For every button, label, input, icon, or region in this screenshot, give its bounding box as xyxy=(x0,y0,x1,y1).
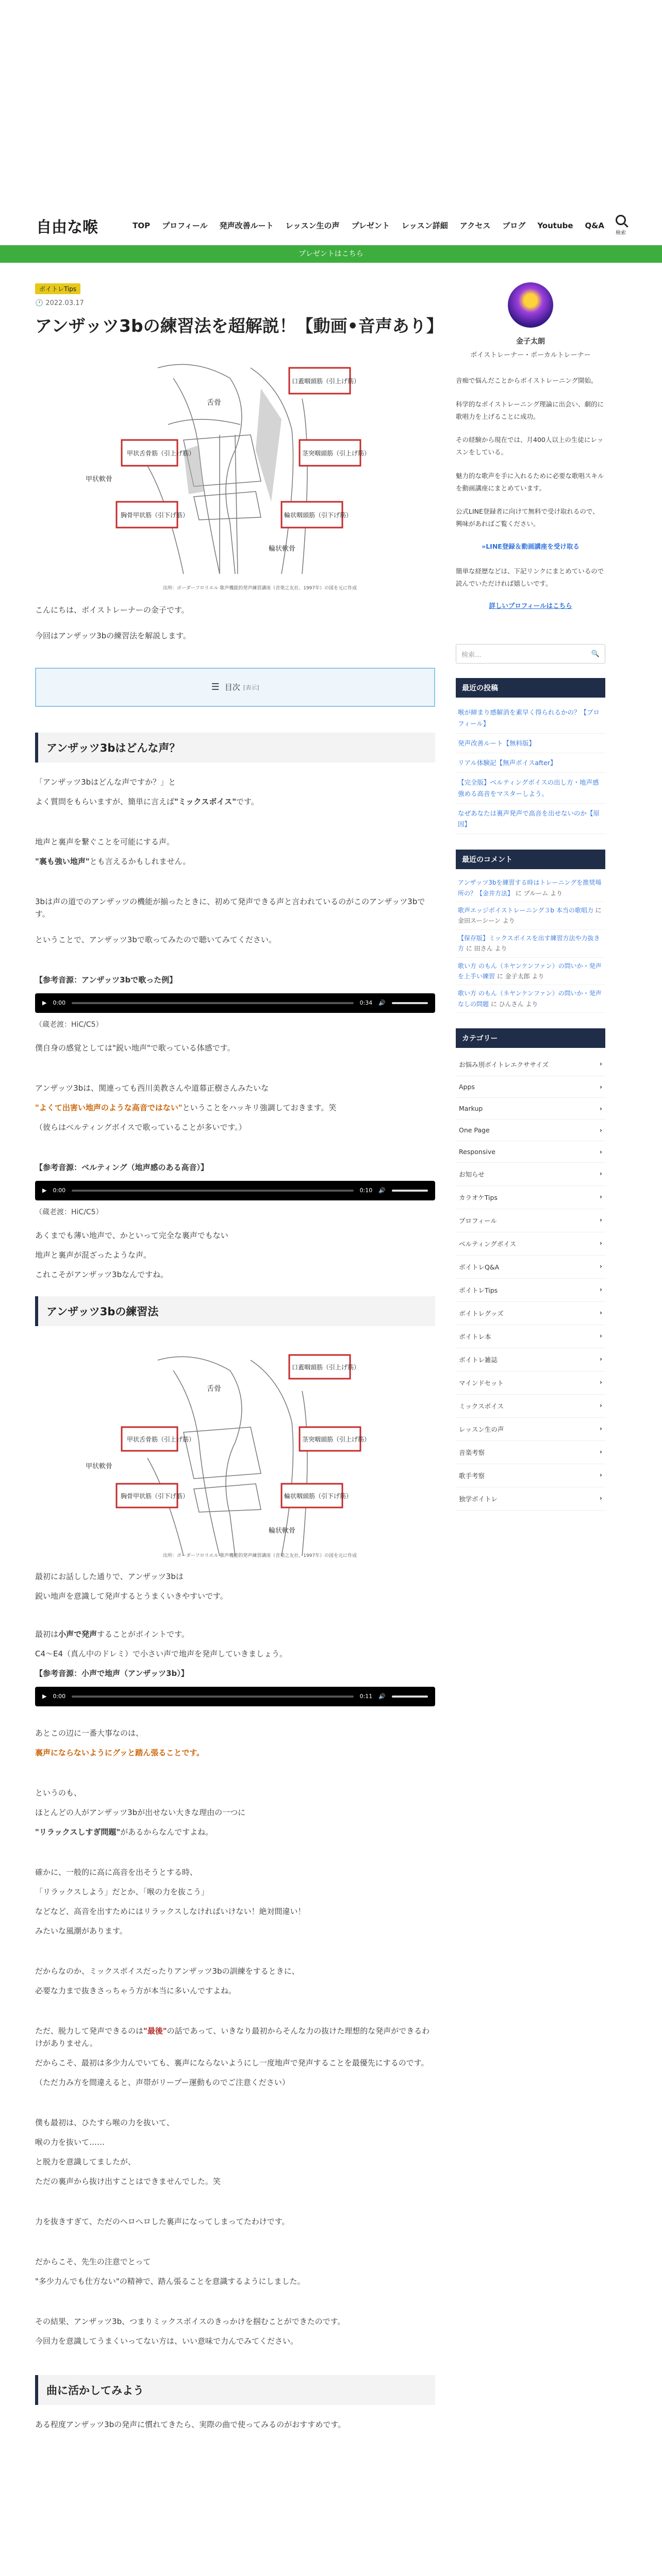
comment-text: に ひんさん より xyxy=(490,1000,538,1008)
recent-item[interactable]: リアル体験記【無声ボイスafter】 xyxy=(456,753,605,773)
sec1-p4-bold: "裏も強い地声" xyxy=(35,856,90,866)
comment-item xyxy=(456,958,605,986)
sidebar xyxy=(456,263,605,2444)
seek-bar[interactable] xyxy=(72,1190,353,1192)
sec2-p16-suffix: の話であって、いきなり最初からそんな力の抜けた理想的な発声ができるわけがありません。 xyxy=(35,2026,430,2048)
chevron-right-icon: › xyxy=(599,1309,602,1317)
label-thyrohyoid: 甲状舌骨筋（引上げ筋） xyxy=(127,449,195,457)
category-label: お悩み別ボイトレエクササイズ xyxy=(459,1061,549,1069)
sec2-p3-suffix: することがポイントです。 xyxy=(97,1629,189,1639)
category-item[interactable] xyxy=(456,1209,605,1232)
category-item[interactable] xyxy=(456,1076,605,1098)
category-item[interactable] xyxy=(456,1395,605,1418)
line-link[interactable]: »LINE登録＆動画講座を受け取る xyxy=(482,542,580,550)
volume-slider[interactable] xyxy=(392,1002,428,1004)
bio-2: 科学的なボイストレーニング理論に出会い、劇的に歌唱力を上げることに成功。 xyxy=(456,400,604,420)
category-item[interactable] xyxy=(456,1302,605,1325)
site-logo[interactable]: 自由な喉 xyxy=(36,218,98,236)
category-item[interactable] xyxy=(456,1053,605,1076)
label-hyoid: 舌骨 xyxy=(207,1384,221,1393)
volume-slider[interactable] xyxy=(392,1696,428,1698)
time-end: 0:34 xyxy=(359,999,373,1006)
article xyxy=(35,263,443,2444)
label-cricopharyngeus: 輪状咽頭筋（引下げ筋） xyxy=(284,1492,353,1500)
nav-present[interactable]: プレゼント xyxy=(351,221,390,230)
heading-sec1: アンザッツ3bはどんな声？ xyxy=(35,733,435,762)
sec2-p16 xyxy=(35,2025,435,2049)
label-cricoid: 輪状軟骨 xyxy=(269,1527,296,1535)
post-date-text: 2022.03.17 xyxy=(45,299,84,307)
category-item[interactable] xyxy=(456,1325,605,1348)
ref1-note: （蔵老渡：HiC/C5） xyxy=(35,1020,103,1029)
nav-top[interactable]: TOP xyxy=(133,221,151,230)
label-palatopharyngeus: 口蓋咽頭筋（引上げ筋） xyxy=(292,377,360,385)
category-item[interactable] xyxy=(456,1256,605,1279)
comment-item xyxy=(456,985,605,1013)
sidebar-search-placeholder: 検索... xyxy=(461,651,482,659)
time-start: 0:00 xyxy=(53,1187,66,1194)
volume-icon[interactable]: 🔊 xyxy=(378,1693,386,1700)
nav-qa[interactable]: Q&A xyxy=(585,221,604,230)
chevron-right-icon: › xyxy=(599,1401,602,1410)
sec1-p10: （彼らはベルティングボイスで歌っていることが多いです。） xyxy=(35,1122,246,1132)
comment-link[interactable]: 歌い方 のもん（ネヤンケンファン）の問いか・発声なしの問題 xyxy=(458,990,602,1008)
intro-2: 今回はアンザッツ3bの練習法を解説します。 xyxy=(35,631,191,640)
sec2-p7: というのも、 xyxy=(35,1788,82,1798)
label-sternothyroid: 胸骨甲状筋（引下げ筋） xyxy=(121,511,189,519)
label-cricopharyngeus: 輪状咽頭筋（引下げ筋） xyxy=(284,511,353,519)
bio-3: その経験から現在では、月400人以上の生徒にレッスンをしている。 xyxy=(456,436,604,456)
site-header xyxy=(0,206,662,245)
category-item[interactable] xyxy=(456,1232,605,1256)
sec2-p4: C4〜E4（真ん中のドレミ）で小さい声で地声を発声していきましょう。 xyxy=(35,1649,288,1658)
category-label: レッスン生の声 xyxy=(459,1426,504,1434)
category-label: プロフィール xyxy=(459,1217,497,1225)
sec2-p18: （ただ力み方を間違えると、声帯がリープー運動ものでご注意ください） xyxy=(35,2077,290,2087)
category-label: ボイトレ本 xyxy=(459,1333,491,1341)
sec2-p11: 「リラックスしよう」だとか、「喉の力を抜こう」 xyxy=(35,1887,209,1896)
anatomy-figure-2 xyxy=(65,1340,405,1561)
sec2-p9-suffix: があるからなんですよね。 xyxy=(120,1827,213,1837)
chevron-right-icon: › xyxy=(599,1239,602,1247)
label-stylopharyngeus: 茎突咽頭筋（引上げ筋） xyxy=(302,1435,371,1443)
comment-link[interactable]: 歌声エッジボイストレーニング３b 本当の歌唱力 xyxy=(458,907,593,914)
label-hyoid: 舌骨 xyxy=(207,398,221,407)
nav-profile[interactable]: プロフィール xyxy=(162,221,208,230)
category-label: カラオケTips xyxy=(459,1194,498,1202)
bio-6: 簡単な経歴などは、下記リンクにまとめているので読んでいただければ嬉しいです。 xyxy=(456,567,604,587)
categories-title: カテゴリー xyxy=(456,1028,605,1048)
seek-bar[interactable] xyxy=(72,1696,353,1698)
category-item[interactable] xyxy=(456,1441,605,1464)
category-label: Markup xyxy=(459,1105,483,1113)
label-palatopharyngeus: 口蓋咽頭筋（引上げ筋） xyxy=(292,1363,360,1371)
sec2-p3 xyxy=(35,1628,435,1640)
label-sternothyroid: 胸骨甲状筋（引下げ筋） xyxy=(121,1492,189,1500)
audio-player-2[interactable] xyxy=(35,1181,435,1200)
comment-link[interactable]: アンザッツ3bを練習する時はトレーニングを推奨場所の？【金井方法】 xyxy=(458,879,602,897)
sec2-p22: ただの裏声から抜け出すことはできませんでした。笑 xyxy=(35,2176,221,2186)
sec2-p9 xyxy=(35,1826,435,1838)
sec2-p23: 力を抜きすぎて、ただのヘロへロした裏声になってしまってたわけです。 xyxy=(35,2216,290,2226)
category-item[interactable] xyxy=(456,1098,605,1120)
time-end: 0:10 xyxy=(359,1187,373,1194)
sec2-p21: と脱力を意識してましたが、 xyxy=(35,2157,136,2166)
present-banner[interactable]: プレゼントはこちら xyxy=(0,245,662,263)
category-list xyxy=(456,1053,605,1511)
ref2-title: 【参考音源：ベルティング（地声感のある高音）】 xyxy=(35,1162,209,1172)
search-icon[interactable]: 🔍 xyxy=(591,650,600,658)
comments-title: 最近のコメント xyxy=(456,850,605,869)
audio-player-3[interactable] xyxy=(35,1687,435,1706)
anatomy-figure xyxy=(65,347,405,595)
category-label: 独学ボイトレ xyxy=(459,1495,498,1503)
nav-blog[interactable]: ブログ xyxy=(502,221,526,230)
comment-link[interactable]: 歌い方 のもん（ネヤンケンファン）の問いか・発声を上手い練習 xyxy=(458,962,602,980)
chevron-right-icon: › xyxy=(599,1126,602,1134)
sec2-p26: その結果、アンザッツ3b、つまりミックスボイスのきっかけを掴むことができたのです。 xyxy=(35,2316,345,2326)
seek-bar[interactable] xyxy=(72,1002,353,1004)
comment-item xyxy=(456,930,605,958)
toc-label: 目次 xyxy=(224,683,240,692)
figure-caption: 出所：ボーダーフロリエル 歌声機能的発声練習講座（音楽之友社、1997年）の図を元に作成 xyxy=(163,585,357,591)
category-badge[interactable]: ボイトレTips xyxy=(35,283,80,294)
sec3-p1: ある程度アンザッツ3bの発声に慣れてきたら、実際の曲で使ってみるのがおすすめです。 xyxy=(35,2419,346,2429)
sec2-p6: 裏声にならないようにグッと踏ん張ることです。 xyxy=(35,1748,205,1757)
profile-link[interactable]: 詳しいプロフィールはこちら xyxy=(489,602,572,610)
sec2-p16-highlight: "最後" xyxy=(143,2026,167,2036)
category-label: ボイトレTips xyxy=(459,1286,498,1295)
sec1-q2-bold: "ミックスボイス" xyxy=(174,796,237,806)
category-label: ミックスボイス xyxy=(459,1402,504,1411)
sec2-p3-prefix: 最初は xyxy=(35,1629,59,1639)
category-label: ボイトレグッズ xyxy=(459,1310,504,1318)
label-thyroid-cartilage: 甲状軟骨 xyxy=(86,1462,113,1470)
category-label: Apps xyxy=(459,1083,475,1091)
comment-text: に ブルーム より xyxy=(515,889,562,897)
category-label: お知らせ xyxy=(459,1171,485,1179)
sec1-p4-suffix: とも言えるかもしれません。 xyxy=(89,856,191,866)
category-item[interactable] xyxy=(456,1348,605,1371)
sec2-p24: だからこそ、先生の注意でとって xyxy=(35,2257,151,2266)
nav-lesson[interactable]: レッスン詳細 xyxy=(401,221,448,230)
chevron-right-icon: › xyxy=(599,1471,602,1479)
sec1-p12: 地声と裏声が混ざったような声。 xyxy=(35,1250,152,1260)
time-start: 0:00 xyxy=(53,999,66,1006)
comment-item xyxy=(456,874,605,902)
category-label: One Page xyxy=(459,1126,490,1134)
chevron-right-icon: › xyxy=(599,1262,602,1270)
ad-space xyxy=(0,0,662,206)
comment-link[interactable]: 【保存版】ミックスボイスを出す練習方法や力抜き方 xyxy=(458,934,600,953)
bio-4: 魅力的な歌声を手に入れるために必要な歌唱スキルを動画講座にまとめています。 xyxy=(456,471,604,492)
ref1-title: 【参考音源：アンザッツ3bで歌った例】 xyxy=(35,975,177,985)
sec2-p15: 必要な力まで抜きさっちゃう方が本当に多いんですよね。 xyxy=(35,1986,237,1995)
sec1-q2-prefix: よく質問をもらいますが、簡単に言えば xyxy=(35,796,175,806)
recent-item[interactable]: 喉が締まり感解消を素早く得られるかの？【プロフィール】 xyxy=(456,703,605,734)
sec2-p10: 確かに、一般的に高に高音を出そうとする時、 xyxy=(35,1867,198,1877)
volume-icon[interactable]: 🔊 xyxy=(378,1187,386,1194)
category-item[interactable] xyxy=(456,1141,605,1163)
sec1-p9-suffix: ということをハッキリ強調しておきます。笑 xyxy=(182,1103,337,1112)
volume-icon[interactable]: 🔊 xyxy=(378,999,386,1006)
category-item[interactable] xyxy=(456,1464,605,1487)
chevron-right-icon: › xyxy=(599,1170,602,1178)
category-label: ボイトレQ&A xyxy=(459,1263,500,1272)
volume-slider[interactable] xyxy=(392,1190,428,1192)
sec2-p20: 喉の力を抜いて…… xyxy=(35,2137,105,2147)
sec2-p13: みたいな風潮があります。 xyxy=(35,1926,127,1936)
category-item[interactable] xyxy=(456,1371,605,1395)
comment-text: に 金子太郎 より xyxy=(496,972,544,980)
sec2-p17: だからこそ、最初は多少力んでいても、裏声にならないようにし一度地声で発声することを最優先にするのです。 xyxy=(35,2058,429,2067)
toc-toggle[interactable]: [表示] xyxy=(243,684,259,691)
sec1-p9 xyxy=(35,1101,435,1114)
sec1-q1: 「アンザッツ3bはどんな声ですか？」と xyxy=(35,777,176,787)
category-item[interactable] xyxy=(456,1163,605,1186)
search-button[interactable] xyxy=(616,215,626,236)
time-end: 0:11 xyxy=(359,1693,373,1700)
chevron-right-icon: › xyxy=(599,1216,602,1224)
chevron-right-icon: › xyxy=(599,1083,602,1091)
list-icon: ☰ xyxy=(211,682,220,692)
sec1-p3: 地声と裏声を繋ぐことを可能にする声。 xyxy=(35,837,175,846)
category-item[interactable] xyxy=(456,1279,605,1302)
sec2-p1: 最初にお話しした通りで、アンザッツ3bは xyxy=(35,1571,184,1581)
label-thyrohyoid: 甲状舌骨筋（引上げ筋） xyxy=(127,1435,195,1443)
label-thyroid-cartilage: 甲状軟骨 xyxy=(86,475,113,483)
sec1-q2 xyxy=(35,795,435,808)
comment-text: に 金田スーシーン より xyxy=(458,907,602,925)
sec2-p14: だからなのか、ミックスボイスだったりアンザッツ3bの訓練をするときに、 xyxy=(35,1966,300,1976)
table-of-contents[interactable] xyxy=(35,668,435,707)
sec2-p2: 鋭い地声を意識して発声するとうまくいきやすいです。 xyxy=(35,1591,228,1601)
avatar xyxy=(508,282,553,328)
chevron-right-icon: › xyxy=(599,1332,602,1340)
nav-voices[interactable]: レッスン生の声 xyxy=(285,221,340,230)
category-label: ベルティングボイス xyxy=(459,1240,517,1248)
chevron-right-icon: › xyxy=(599,1105,602,1113)
search-label: 検索 xyxy=(616,230,626,236)
category-item[interactable] xyxy=(456,1186,605,1209)
category-label: ボイトレ雑誌 xyxy=(459,1356,498,1364)
bio-5: 公式LINE登録者に向けて無料で受け取れるので、興味があればご覧ください。 xyxy=(456,507,599,528)
sec2-p3-bold: 小声で発声 xyxy=(58,1629,97,1639)
recent-item[interactable]: 【完全版】ベルティングボイスの出し方・地声感強める高音をマスターしよう。 xyxy=(456,773,605,804)
nav-route[interactable]: 発声改善ルート xyxy=(219,221,274,230)
sec1-p13: これこそがアンザッツ3bなんですね。 xyxy=(35,1269,169,1279)
category-label: マインドセット xyxy=(459,1379,504,1387)
nav-youtube[interactable]: Youtube xyxy=(537,221,573,230)
ref3-title: 【参考音源：小声で地声（アンザッツ3b）】 xyxy=(35,1668,189,1678)
sec2-p12: などなど、高音を出すためにはリラックスしなければいけない！絶対間違い！ xyxy=(35,1906,306,1916)
ref2-note: （蔵老渡：HiC/C5） xyxy=(35,1208,103,1216)
recent-item[interactable]: 発声改善ルート【無料版】 xyxy=(456,734,605,753)
post-date: 🕐 2022.03.17 xyxy=(35,299,84,307)
sec1-q2-suffix: です。 xyxy=(236,796,259,806)
heading-sec3: 曲に活かしてみよう xyxy=(35,2375,435,2405)
chevron-right-icon: › xyxy=(599,1060,602,1068)
category-label: 音楽考察 xyxy=(459,1449,485,1457)
article-title: アンザッツ3bの練習法を超解説！【動画•音声あり】 xyxy=(35,316,443,336)
intro-1: こんにちは、ボイストレーナーの金子です。 xyxy=(35,605,189,615)
chevron-right-icon: › xyxy=(599,1378,602,1386)
sec2-p5: あとこの辺に一番大事なのは、 xyxy=(35,1728,144,1738)
label-stylopharyngeus: 茎突咽頭筋（引上げ筋） xyxy=(302,449,371,457)
category-item[interactable] xyxy=(456,1487,605,1511)
comment-item xyxy=(456,902,605,930)
play-icon[interactable]: ▶ xyxy=(42,999,47,1006)
chevron-right-icon: › xyxy=(599,1494,602,1502)
search-icon xyxy=(616,215,626,225)
sec1-p5: 3bは声の道でのアンザッツの機能が揃ったときに、初めて発声できる声と言われているのがこのアンザッツ3bです。 xyxy=(35,896,425,919)
sec1-p11: あくまでも薄い地声で、かといって完全な裏声でもない xyxy=(35,1230,228,1240)
time-start: 0:00 xyxy=(53,1693,66,1700)
chevron-right-icon: › xyxy=(599,1193,602,1201)
chevron-right-icon: › xyxy=(599,1448,602,1456)
bio-1: 音痴で悩んだことからボイストレーニング開始。 xyxy=(456,377,598,384)
category-label: Responsive xyxy=(459,1148,495,1156)
sec1-p4 xyxy=(35,855,435,868)
sec2-p27: 今回力を意識してうまくいってない方は、いい意味で力んでみてください。 xyxy=(35,2336,299,2346)
comment-text: に 田さん より xyxy=(466,945,507,953)
sec1-p8: アンザッツ3bは、関連っても西川美教さんや道幕正樹さんみたいな xyxy=(35,1083,269,1093)
sec2-p19: 僕も最初は、ひたすら喉の力を抜いて、 xyxy=(35,2117,174,2127)
author-role: ボイストレーナー・ボーカルトレーナー xyxy=(470,351,591,359)
chevron-right-icon: › xyxy=(599,1285,602,1294)
chevron-right-icon: › xyxy=(599,1425,602,1433)
figure-caption: 出所：ボーダーフロリエル 歌声機能的発声練習講座（音楽之友社、1997年）の図を元に作成 xyxy=(163,1553,357,1558)
recent-title: 最近の投稿 xyxy=(456,678,605,698)
author-name: 金子太朗 xyxy=(516,337,545,346)
heading-sec2: アンザッツ3bの練習法 xyxy=(35,1296,435,1326)
sec1-p6: ということで、アンザッツ3bで歌ってみたので聴いてみてください。 xyxy=(35,935,276,944)
sec2-p16-prefix: ただ、脱力して発声できるのは xyxy=(35,2026,144,2036)
chevron-right-icon: › xyxy=(599,1355,602,1363)
main-nav xyxy=(133,220,604,231)
sec1-p9-highlight: "よくて出害い地声のような高音ではない" xyxy=(35,1103,183,1112)
label-cricoid: 輪状軟骨 xyxy=(269,545,296,553)
play-icon[interactable]: ▶ xyxy=(42,1693,47,1700)
sec1-p7: 僕自身の感覚としては"鋭い地声"で歌っている体感です。 xyxy=(35,1043,235,1053)
sec2-p25: "多少力んでも仕方ない"の精神で、踏ん張ることを意識するようにしました。 xyxy=(35,2276,305,2286)
category-label: 歌手考察 xyxy=(459,1472,485,1480)
category-item[interactable] xyxy=(456,1120,605,1141)
sec2-p9-bold: "リラックスしすぎ問題" xyxy=(35,1827,121,1837)
chevron-right-icon: › xyxy=(599,1148,602,1156)
nav-access[interactable]: アクセス xyxy=(459,221,491,230)
sec2-p8: ほとんどの人がアンザッツ3bが出せない大きな理由の一つに xyxy=(35,1807,246,1817)
category-item[interactable] xyxy=(456,1418,605,1441)
audio-player-1[interactable] xyxy=(35,993,435,1013)
sidebar-search-input[interactable] xyxy=(456,644,605,664)
play-icon[interactable]: ▶ xyxy=(42,1187,47,1194)
recent-item[interactable]: なぜあなたは裏声発声で高音を出せないのか【原因】 xyxy=(456,804,605,835)
